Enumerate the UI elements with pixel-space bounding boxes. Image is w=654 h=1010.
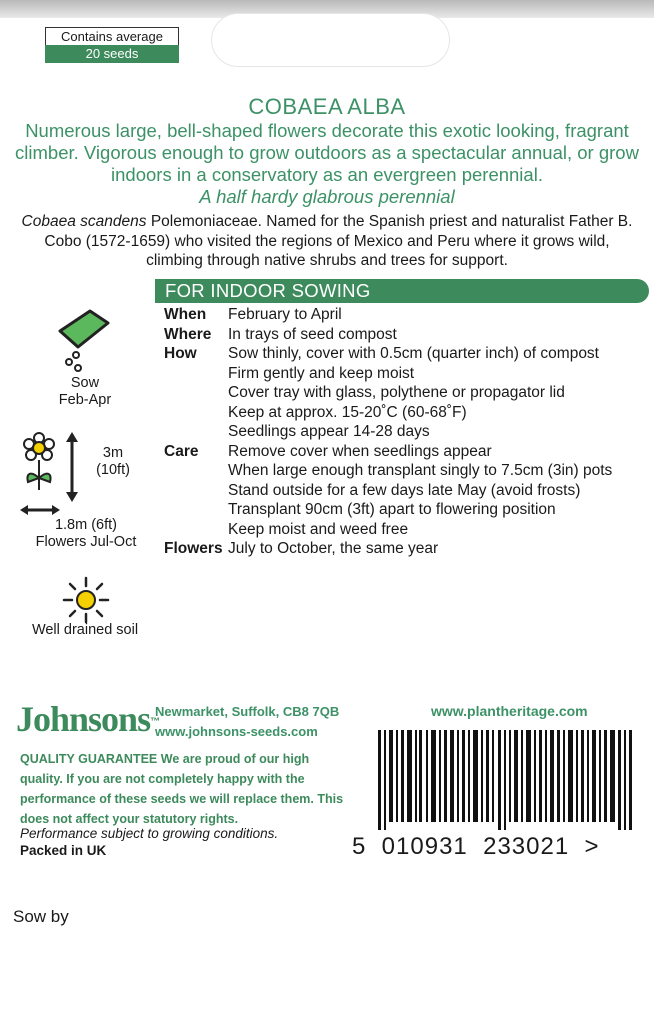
- brand-website-link[interactable]: www.johnsons-seeds.com: [155, 724, 318, 739]
- seed-count-line1: Contains average: [45, 27, 179, 45]
- johnsons-logo: [16, 698, 160, 740]
- height-metric: 3m: [102, 445, 124, 461]
- brand-address: [155, 702, 339, 742]
- section-header: FOR INDOOR SOWING: [155, 279, 649, 303]
- flower-icon: [24, 433, 54, 490]
- row-value: Transplant 90cm (3ft) apart to flowering position: [228, 501, 556, 518]
- row-value: Keep at approx. 15-20˚C (60-68˚F): [228, 403, 467, 421]
- row-value: In trays of seed compost: [228, 325, 397, 343]
- soil-label: Well drained soil: [31, 622, 139, 638]
- barcode: [378, 730, 633, 830]
- intro-italic: A half hardy glabrous perennial: [199, 186, 455, 207]
- row-value: Cover tray with glass, polythene or propagator lid: [228, 384, 565, 401]
- row-key: Flowers: [164, 540, 223, 557]
- address: Newmarket, Suffolk, CB8 7QB: [155, 704, 340, 719]
- sow-label-line2: Feb-Apr: [58, 392, 112, 408]
- description-body: Polemoniaceae. Named for the Spanish priest and naturalist Father B. Cobo (1572-1659) who visited the regions of Mexico and Peru where it grows wild, climbing through native shrubs and trees for support.: [44, 213, 633, 269]
- seed-count-line2: 20 seeds: [45, 45, 179, 63]
- trademark: ™: [150, 716, 161, 728]
- plant-size-icon: [20, 430, 90, 518]
- sow-label: [40, 375, 130, 409]
- packed-in: Packed in UK: [20, 843, 107, 858]
- row-key: Where: [164, 325, 212, 343]
- sow-label-line1: Sow: [70, 375, 100, 391]
- row-value: Stand outside for a few days late May (avoid frosts): [228, 481, 581, 499]
- height-imperial: (10ft): [96, 462, 130, 478]
- intro-body: Numerous large, bell-shaped flowers decorate this exotic looking, fragrant climber. Vigorous enough to grow outdoors as a spectacular annual, or grow indoors in a conservatory as an evergreen perennial.: [15, 120, 639, 185]
- height-label: [88, 445, 138, 479]
- spread-value: 1.8m (6ft): [54, 517, 118, 533]
- guarantee-text: We are proud of our high quality. If you are not completely happy with the performance of these seeds we will replace them. This does not affect your statutory rights.: [20, 752, 344, 826]
- barcode-number: 5 010931 233021 >: [352, 833, 600, 860]
- product-title: COBAEA ALBA: [248, 94, 406, 119]
- row-value: Seedlings appear 14-28 days: [228, 423, 430, 440]
- row-key: When: [164, 306, 207, 323]
- row-key: Care: [164, 442, 199, 460]
- row-value: Firm gently and keep moist: [228, 364, 415, 382]
- latin-name: Cobaea scandens: [21, 213, 147, 230]
- seed-packet-icon: [52, 305, 112, 375]
- seed-count-box: [45, 27, 179, 63]
- flowering-period: Flowers Jul-Oct: [35, 534, 137, 550]
- row-value: February to April: [228, 306, 342, 323]
- performance-note: Performance subject to growing conditions.: [20, 826, 279, 841]
- packaging-notes: [20, 825, 278, 859]
- sow-by-label: Sow by: [13, 907, 69, 926]
- quality-guarantee: [20, 749, 350, 829]
- row-value: Sow thinly, cover with 0.5cm (quarter inch) of compost: [228, 345, 599, 362]
- row-value: Keep moist and weed free: [228, 520, 409, 538]
- row-value: Remove cover when seedlings appear: [228, 442, 492, 460]
- plantheritage-link[interactable]: www.plantheritage.com: [431, 703, 588, 719]
- row-key: How: [164, 345, 197, 362]
- description: [14, 212, 640, 271]
- row-value: July to October, the same year: [228, 540, 439, 557]
- intro-text: [14, 120, 640, 208]
- logo-text: Johnsons: [16, 699, 151, 739]
- row-value: When large enough transplant singly to 7.5cm (3in) pots: [228, 462, 613, 479]
- hang-hole: [212, 14, 449, 66]
- sun-icon: [62, 576, 110, 624]
- spread-label: [24, 517, 148, 551]
- guarantee-heading: QUALITY GUARANTEE: [20, 752, 158, 766]
